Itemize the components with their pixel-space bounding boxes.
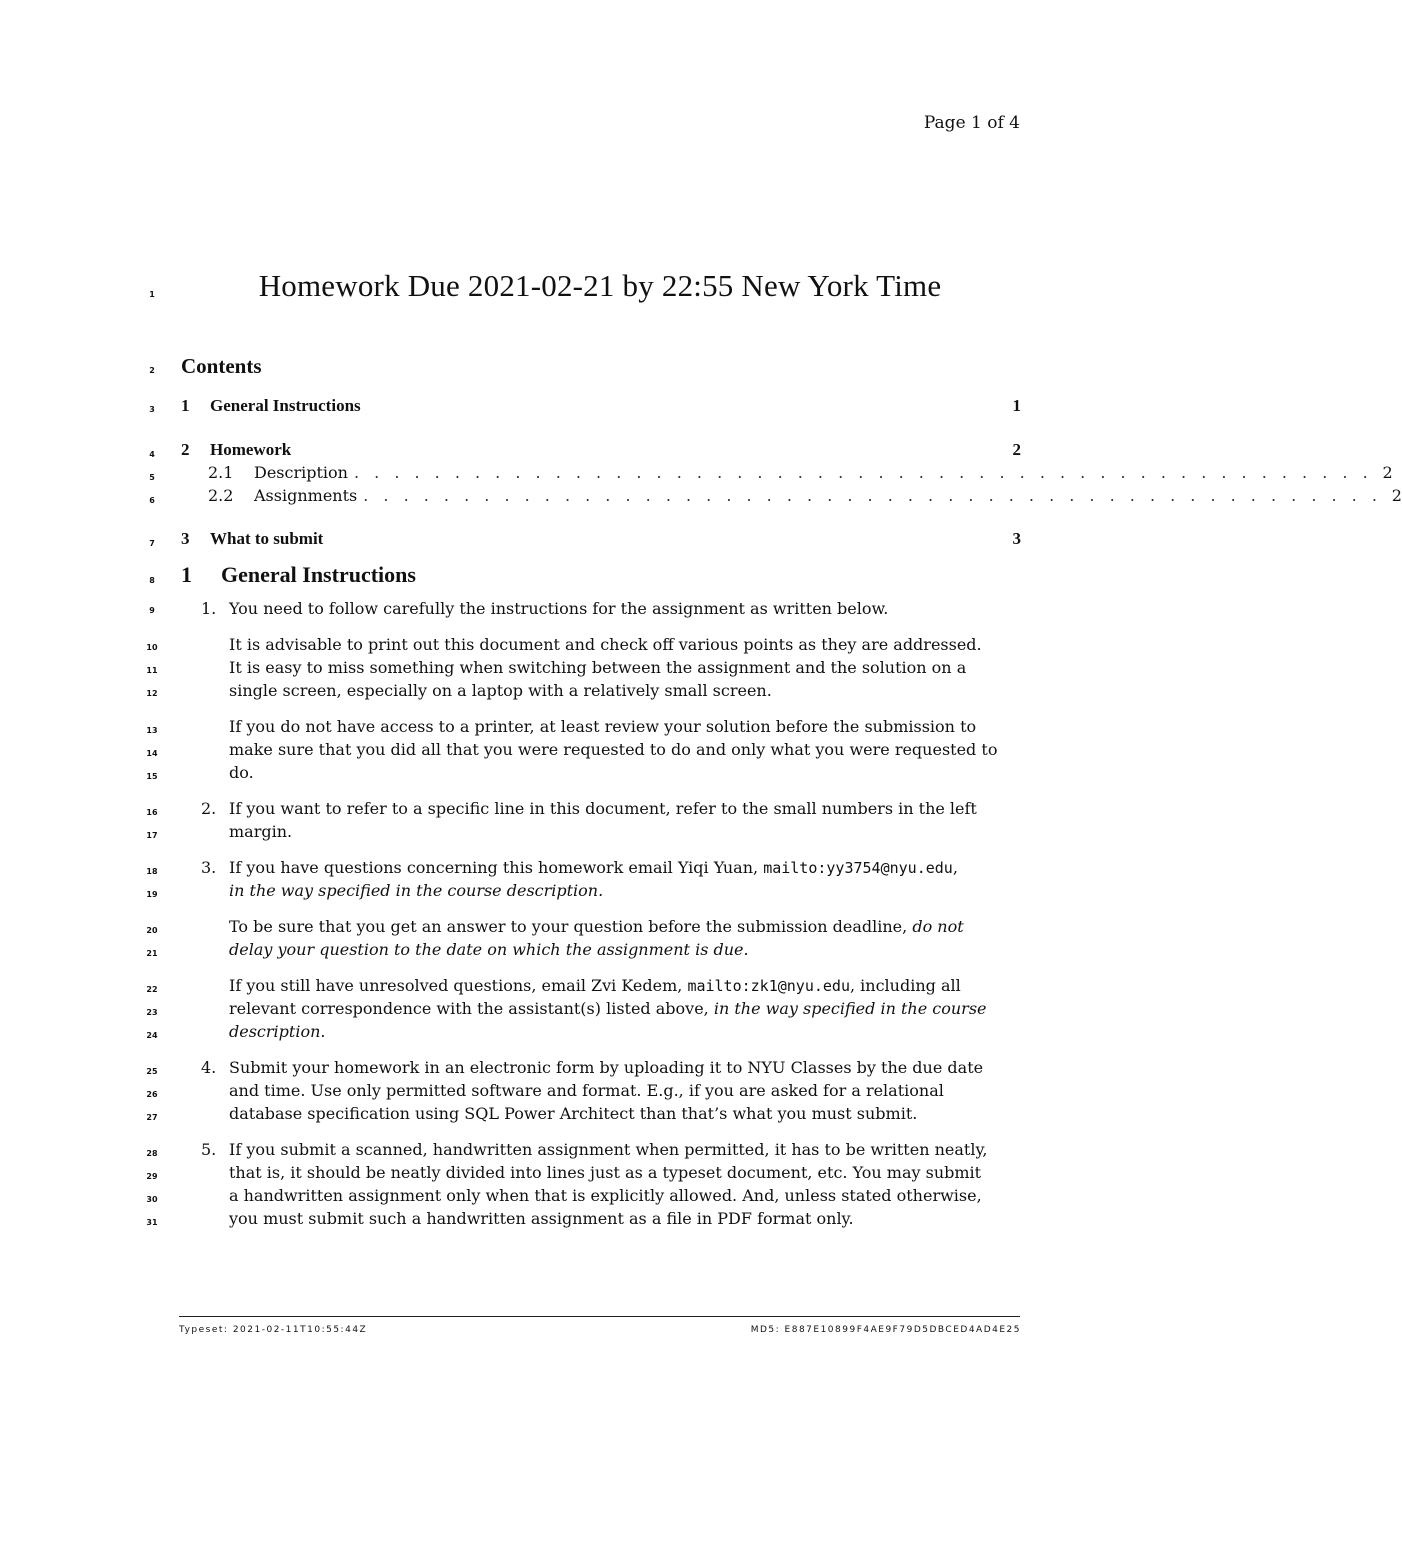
toc-page-number: 3 [1012,529,1021,548]
toc-section[interactable] [181,396,1021,418]
section-heading [181,562,416,588]
line-number: 12 [146,689,158,698]
footer-rule [179,1316,1020,1317]
line-number: 26 [146,1090,158,1099]
email-link-yiqi-yuan[interactable]: mailto:yy3754@nyu.edu [763,859,953,877]
line-number: 30 [146,1195,158,1204]
body-text-line: do. [229,763,254,782]
toc-page-number: 2 [1012,440,1021,459]
body-text: , including all [850,976,961,995]
line-number: 2 [149,366,155,375]
emphasized-text: in the way specified in the course [713,999,987,1018]
page-number: Page 1 of 4 [923,113,1020,133]
toc-leader-dots: . . . . . . . . . . . . . . . . . . . . . . . . . . . . . . . . . . . . . . . . . . . . . . . . . . . [363,486,1382,505]
body-text-line [229,938,1021,961]
list-item-number: 2. [201,799,217,818]
body-text: , [952,858,958,877]
body-text-line: If you submit a scanned, handwritten assignment when permitted, it has to be written neatly, [229,1140,988,1159]
toc-section-title: General Instructions [210,396,361,415]
body-text: To be sure that you get an answer to your question before the submission deadline, [229,917,913,936]
body-text-line [229,879,1021,902]
md5-checksum: MD5: E887E10899F4AE9F79D5DBCED4AD4E25 [750,1325,1021,1335]
toc-subsection-title: Description [254,463,348,482]
line-number: 21 [146,949,158,958]
line-number: 9 [149,606,155,615]
section-number: 1 [181,562,192,587]
line-number: 31 [146,1218,158,1227]
toc-section-title: Homework [210,440,292,459]
line-number: 11 [146,666,158,675]
body-text-line [229,856,1021,880]
line-number: 16 [146,808,158,817]
body-text-line: database specification using SQL Power Architect than that’s what you must submit. [229,1104,918,1123]
body-text-line: make sure that you did all that you were requested to do and only what you were requested to [229,740,998,759]
body-text-line [229,974,1021,998]
emphasized-text: description. [229,1022,326,1041]
line-number: 4 [149,450,155,459]
body-text-line: If you do not have access to a printer, at least review your solution before the submission to [229,717,977,736]
line-number: 19 [146,890,158,899]
line-number: 18 [146,867,158,876]
toc-section[interactable] [181,440,1021,462]
body-text-line: It is easy to miss something when switching between the assignment and the solution on a [229,658,967,677]
line-number: 5 [149,473,155,482]
contents-heading: Contents [181,354,262,378]
toc-subsection-title: Assignments [254,486,358,505]
email-link-zvi-kedem[interactable]: mailto:zk1@nyu.edu [687,977,850,995]
body-text-line: that is, it should be neatly divided into lines just as a typeset document, etc. You may submit [229,1163,982,1182]
body-text-line: a handwritten assignment only when that is explicitly allowed. And, unless stated otherwise, [229,1186,982,1205]
body-text-line: You need to follow carefully the instructions for the assignment as written below. [229,599,889,618]
list-item-number: 5. [201,1140,217,1159]
line-number: 23 [146,1008,158,1017]
line-number: 1 [149,290,155,299]
toc-leader-dots: . . . . . . . . . . . . . . . . . . . . . . . . . . . . . . . . . . . . . . . . . . . . . . . . . . . [353,463,1373,482]
line-number: 8 [149,576,155,585]
toc-section-number: 2 [181,440,190,459]
toc-section-number: 3 [181,529,190,548]
line-number: 14 [146,749,158,758]
line-number: 20 [146,926,158,935]
line-number: 13 [146,726,158,735]
emphasized-text: in the way specified in the course description. [229,881,604,900]
list-item-number: 4. [201,1058,217,1077]
body-text-line: margin. [229,822,293,841]
section-title: General Instructions [221,562,416,587]
body-text: If you still have unresolved questions, email Zvi Kedem, [229,976,688,995]
toc-subsection[interactable] [208,463,1393,485]
emphasized-text: delay your question to the date on which the assignment is due. [229,940,749,959]
line-number: 17 [146,831,158,840]
line-number: 15 [146,772,158,781]
body-text-line: single screen, especially on a laptop with a relatively small screen. [229,681,772,700]
toc-page-number: 1 [1012,396,1021,415]
line-number: 10 [146,643,158,652]
body-text-line [229,997,1021,1020]
line-number: 7 [149,539,155,548]
line-number: 28 [146,1149,158,1158]
emphasized-text: do not [912,917,964,936]
line-number: 27 [146,1113,158,1122]
body-text: If you have questions concerning this homework email Yiqi Yuan, [229,858,764,877]
body-text-line: Submit your homework in an electronic form by uploading it to NYU Classes by the due date [229,1058,984,1077]
line-number: 6 [149,496,155,505]
toc-subsection-number: 2.2 [208,486,234,505]
line-number: 3 [149,405,155,414]
toc-page-number: 2 [1382,463,1393,482]
body-text-line: If you want to refer to a specific line in this document, refer to the small numbers in the left [229,799,977,818]
line-number: 29 [146,1172,158,1181]
body-text-line [229,1020,1021,1043]
body-text-line: you must submit such a handwritten assignment as a file in PDF format only. [229,1209,854,1228]
toc-page-number: 2 [1391,486,1402,505]
toc-section-number: 1 [181,396,190,415]
typeset-timestamp: Typeset: 2021-02-11T10:55:44Z [179,1325,368,1335]
line-number: 22 [146,985,158,994]
toc-section-title: What to submit [210,529,324,548]
list-item-number: 1. [201,599,217,618]
line-number: 24 [146,1031,158,1040]
body-text: relevant correspondence with the assistant(s) listed above, [229,999,714,1018]
body-text-line: and time. Use only permitted software and format. E.g., if you are asked for a relational [229,1081,944,1100]
document-title: Homework Due 2021-02-21 by 22:55 New York Time [258,268,942,303]
toc-subsection[interactable] [208,486,1402,508]
list-item-number: 3. [201,858,217,877]
toc-subsection-number: 2.1 [208,463,234,482]
line-number: 25 [146,1067,158,1076]
body-text-line [229,915,1021,938]
toc-section[interactable] [181,529,1021,551]
body-text-line: It is advisable to print out this document and check off various points as they are addressed. [229,635,982,654]
